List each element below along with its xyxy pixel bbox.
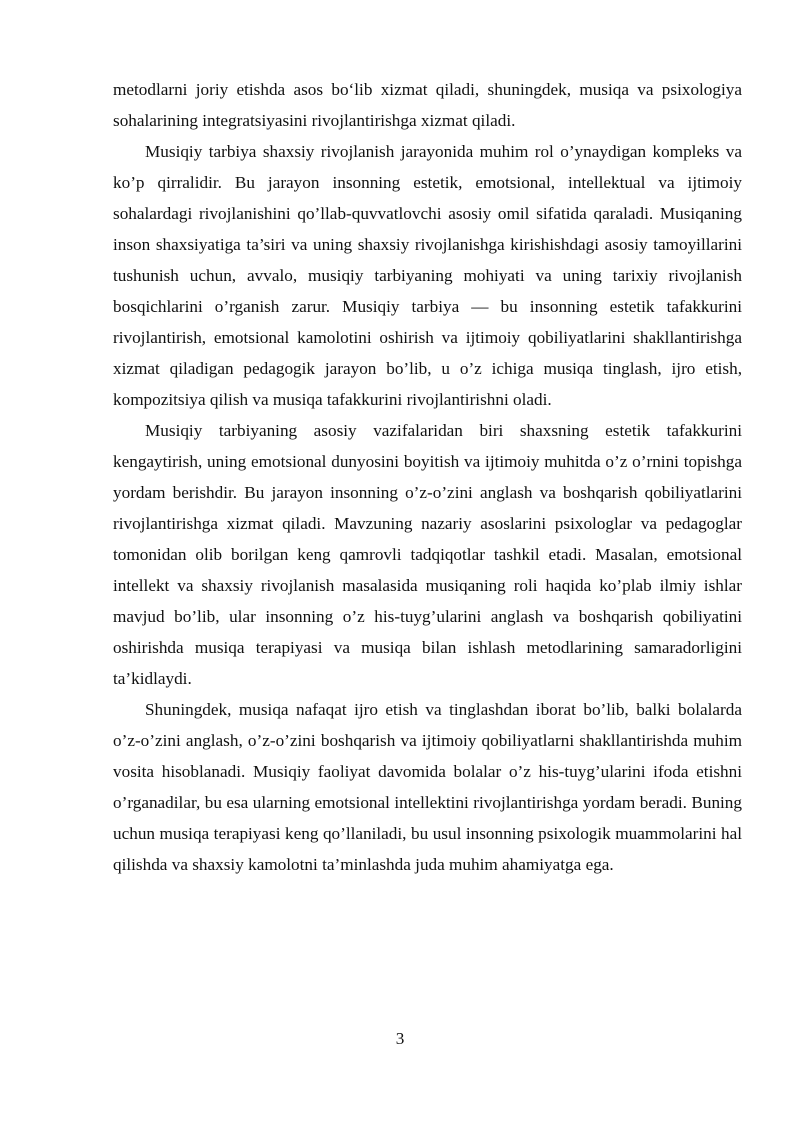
page-number: 3 xyxy=(395,1029,405,1048)
paragraph-musical-education: Musiqiy tarbiya shaxsiy rivojlanish jarayonida muhim rol o’ynaydigan kompleks va ko’p qirralidir. Bu jarayon insonning estetik, emotsional, intellektual va ijtimoiy sohalardagi rivojlanishini qo’llab-quvvatlovchi asosiy omil sifatida qaraladi. Musiqaning inson shaxsiyatiga ta’siri va uning shaxsiy rivojlanishga kirishishdagi asosiy tamoyillarini tushunish uchun, avvalo, musiqiy tarbiyaning mohiyati va uning tarixiy rivojlanish bosqichlarini o’rganish zarur. Musiqiy tarbiya — bu insonning estetik tafakkurini rivojlantirish, emotsional kamolotini oshirish va ijtimoiy qobiliyatlarini shakllantirishga xizmat qiladigan pedagogik jarayon bo’lib, u o’z ichiga musiqa tinglash, ijro etish, kompozitsiya qilish va musiqa tafakkurini rivojlantirishni oladi. xyxy=(113,142,742,409)
paragraph-main-tasks: Musiqiy tarbiyaning asosiy vazifalaridan biri shaxsning estetik tafakkurini kengaytirish, uning emotsional dunyosini boyitish va ijtimoiy muhitda o’z o’rnini topishga yordam berishdir. Bu jarayon insonning o’z-o’zini anglash va boshqarish qobiliyatlarini rivojlantirishga xizmat qiladi. Mavzuning nazariy asoslarini psixologlar va pedagoglar tomonidan olib borilgan keng qamrovli tadqiqotlar tashkil etadi. Masalan, emotsional intellekt va shaxsiy rivojlanish masalasida musiqaning roli haqida ko’plab ilmiy ishlar mavjud bo’lib, ular insonning o’z his-tuyg’ularini anglash va boshqarish qobiliyatini oshirishda musiqa terapiyasi va musiqa bilan ishlash metodlarining samaradorligini ta’kidlaydi. xyxy=(113,421,742,688)
paragraph-continuation: metodlarni joriy etishda asos bo‘lib xizmat qiladi, shuningdek, musiqa va psixologiya sohalarining integratsiyasini rivojlantirishga xizmat qiladi. xyxy=(113,80,742,130)
paragraph-music-therapy: Shuningdek, musiqa nafaqat ijro etish va tinglashdan iborat bo’lib, balki bolalarda o’z-o’zini anglash, o’z-o’zini boshqarish va ijtimoiy qobiliyatlarni shakllantirishda muhim vosita hisoblanadi. Musiqiy faoliyat davomida bolalar o’z his-tuyg’ularini ifoda etishni o’rganadilar, bu esa ularning emotsional intellektini rivojlantirishga yordam beradi. Buning uchun musiqa terapiyasi keng qo’llaniladi, bu usul insonning psixologik muammolarini hal qilishda va shaxsiy kamolotni ta’minlashda juda muhim ahamiyatga ega. xyxy=(113,700,742,874)
document-body xyxy=(113,74,742,880)
